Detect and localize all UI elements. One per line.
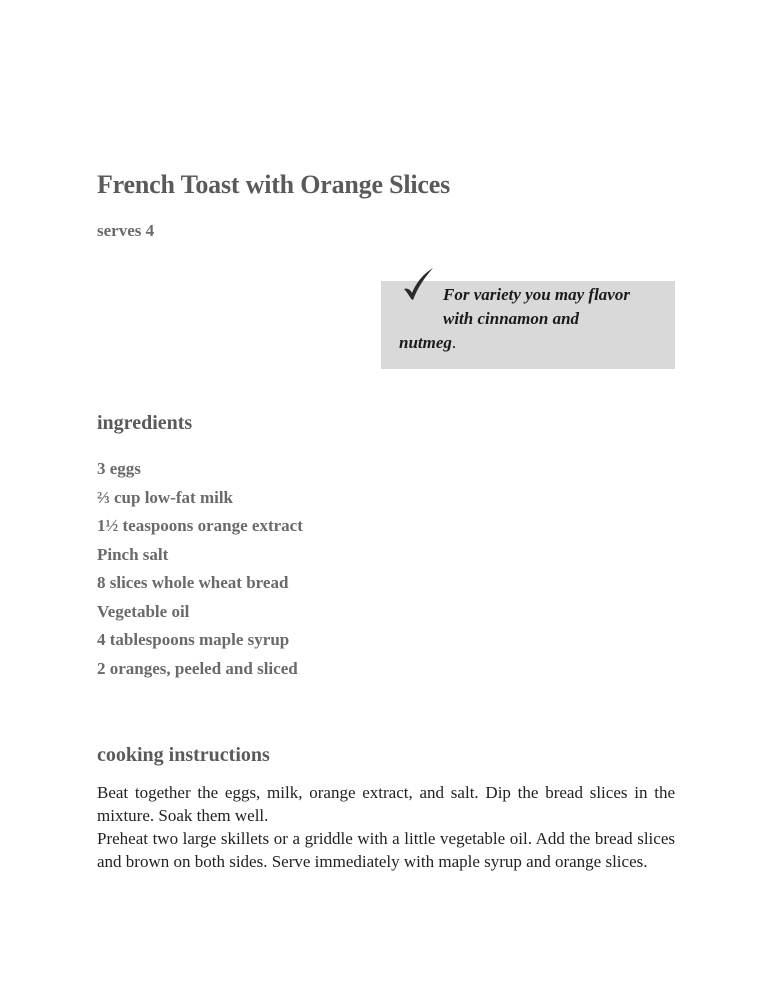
recipe-title: French Toast with Orange Slices (97, 170, 451, 199)
tip-line (399, 331, 667, 355)
ingredient-item: 1½ teaspoons orange extract (97, 516, 303, 535)
tip-callout (381, 281, 675, 369)
ingredient-item: Vegetable oil (97, 601, 190, 621)
ingredient-item: 2 oranges, peeled and sliced (97, 658, 298, 678)
ingredient-item: Pinch salt (97, 544, 169, 564)
ingredient-item: 8 slices whole wheat bread (97, 573, 289, 592)
instruction-step: Preheat two large skillets or a griddle with a little vegetable oil. Add the bread slices and brown on both sides. Serve immediately with maple syrup and orange slices. (97, 829, 675, 871)
ingredients-heading: ingredients (97, 412, 193, 434)
ingredient-item: ⅔ cup low-fat milk (97, 487, 233, 507)
cooking-instructions-heading: cooking instructions (97, 744, 270, 766)
ingredient-item: 3 eggs (97, 459, 141, 478)
instruction-step: Beat together the eggs, milk, orange extract, and salt. Dip the bread slices in the mixture. Soak them well. (97, 783, 675, 825)
tip-line: with cinnamon and (443, 309, 580, 328)
tip-text (399, 283, 667, 355)
ingredient-item: 4 tablespoons maple syrup (97, 630, 290, 649)
tip-word: nutmeg (399, 333, 452, 352)
tip-punctuation: . (451, 333, 457, 352)
cooking-instructions (97, 781, 675, 873)
tip-line: For variety you may flavor (443, 285, 630, 304)
serving-size: serves 4 (97, 221, 155, 240)
ingredients-list (97, 455, 303, 683)
